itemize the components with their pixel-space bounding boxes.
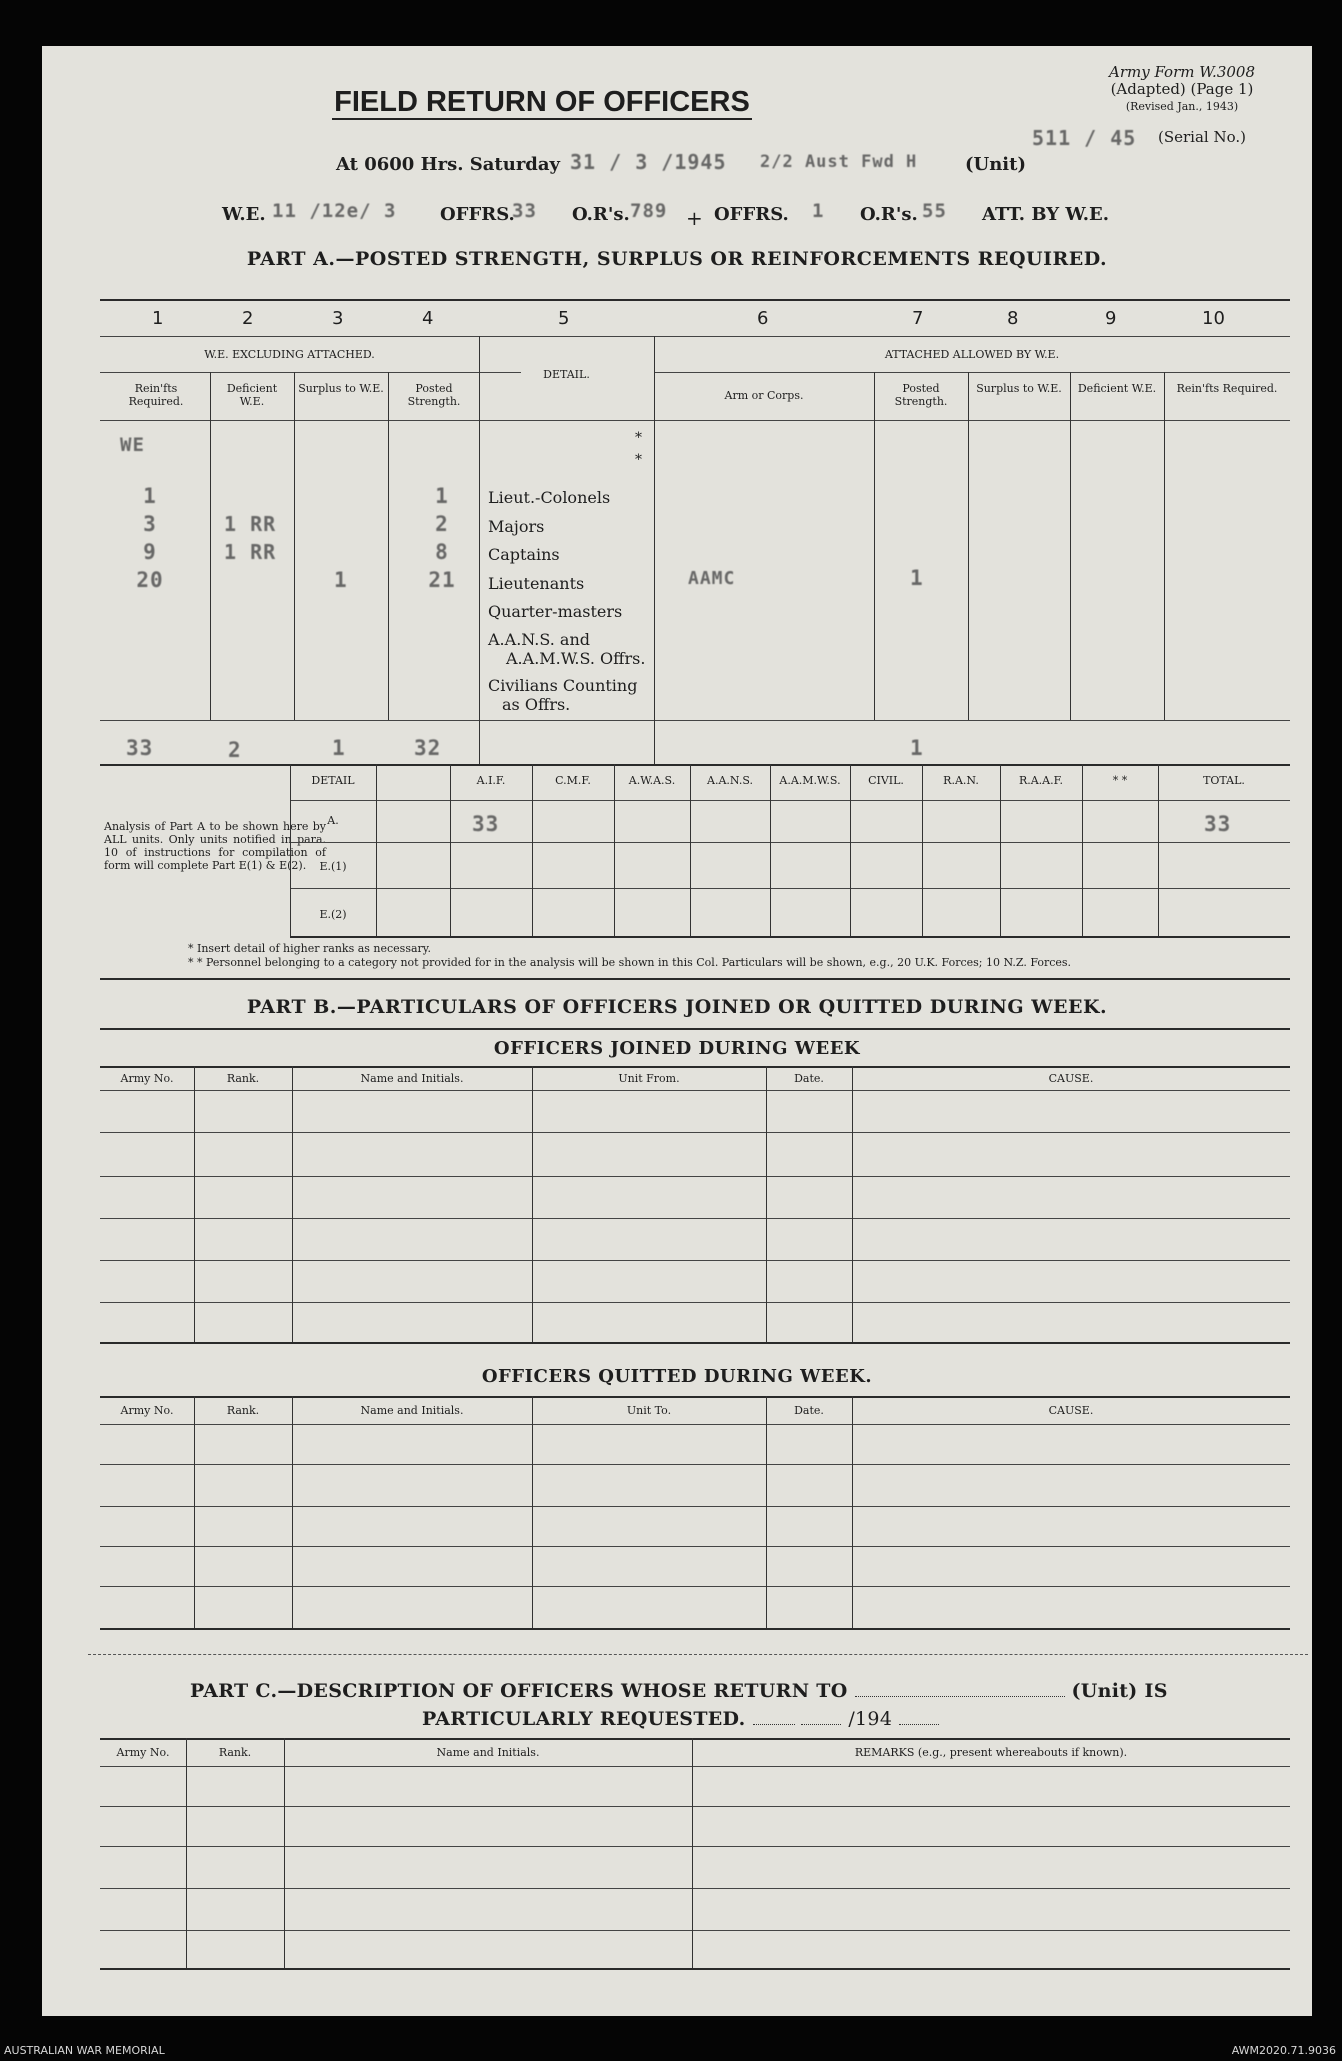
unit-label: (Unit) [965,154,1026,175]
rank-majors: Majors [488,516,545,536]
we-value: 11 /12e/ 3 [272,200,397,222]
col4-lt-col: 1 [435,484,449,508]
form-sheet [42,46,1312,2016]
offrs-label: OFFRS. [440,204,515,225]
part-c-title2: PARTICULARLY REQUESTED. [422,1708,746,1730]
we-excluding-attached-header: W.E. EXCLUDING ATTACHED. [204,348,375,361]
col1-lieutenants: 20 [136,568,164,592]
col3-lieutenants: 1 [334,568,348,592]
rank-captains: Captains [488,545,560,564]
joined-header-name: Name and Initials. [360,1072,464,1085]
header-reinforcements-required: Rein'fts Required. [128,382,184,408]
col-number-8: 8 [1007,308,1019,329]
serial-number-value: 511 / 45 [1032,126,1137,150]
header-att-surplus-to-we: Surplus to W.E. [976,382,1062,395]
serial-number-label: (Serial No.) [1158,128,1246,146]
col-number-4: 4 [422,308,434,329]
col6-arm-or-corps: AAMC [688,568,736,589]
analysis-row-a: A. [327,814,339,827]
col1-majors: 3 [143,512,157,536]
rank-civilians-line1: Civilians Counting [488,676,638,695]
col1-values [110,482,190,594]
analysis-header-aans: A.A.N.S. [707,774,753,787]
offrs-att-label: OFFRS. [714,204,789,225]
analysis-header-ran: R.A.N. [943,774,979,787]
analysis-header-total: TOTAL. [1203,774,1245,787]
col-number-9: 9 [1105,308,1117,329]
col2-captains: 1 RR [224,540,277,564]
part-c-line1 [190,1680,1168,1702]
total-col1: 33 [126,736,154,760]
joined-title: OFFICERS JOINED DURING WEEK [493,1038,861,1059]
time-line-prefix: At 0600 Hrs. Saturday [336,154,561,175]
analysis-row-e1: E.(1) [319,860,347,873]
detail-star-1: * [635,430,642,446]
quitted-header-name: Name and Initials. [360,1404,464,1417]
detail-header: DETAIL. [543,368,590,381]
header-posted-strength: Posted Strength. [407,382,461,408]
col4-lieutenants: 21 [428,568,456,592]
joined-header-army-no: Army No. [120,1072,174,1085]
analysis-header-cmf: C.M.F. [555,774,591,787]
col-number-5: 5 [558,308,570,329]
part-c-header-name: Name and Initials. [436,1746,540,1759]
part-a-title: PART A.—POSTED STRENGTH, SURPLUS OR REINFORCEMENTS REQUIRED. [246,248,1108,270]
part-c-line2 [422,1708,939,1730]
header-arm-or-corps: Arm or Corps. [724,389,804,402]
rank-nursing [488,630,645,668]
col2-values [224,510,276,566]
detail-star-2: * [635,452,642,468]
analysis-header-awas: A.W.A.S. [628,774,676,787]
part-c-header-remarks: REMARKS (e.g., present whereabouts if known). [854,1746,1128,1759]
ors-value: 789 [630,200,668,222]
col1-captains: 9 [143,540,157,564]
quitted-header-cause: CAUSE. [1048,1404,1094,1417]
joined-header-rank: Rank. [226,1072,260,1085]
footnote-star: * Insert detail of higher ranks as necessary. [188,942,432,955]
col2-majors: 1 RR [224,512,277,536]
part-c-year-blank [899,1724,939,1725]
part-c-day-blank [753,1724,795,1725]
rank-civilians-line2: as Offrs. [502,695,571,714]
ors-att-value: 55 [922,200,947,222]
col4-values [402,482,482,594]
header-att-deficient-we: Deficient W.E. [1077,382,1157,395]
joined-header-date: Date. [794,1072,824,1085]
col-number-6: 6 [757,308,769,329]
analysis-header-other: * * [1112,774,1128,787]
footer-institution: AUSTRALIAN WAR MEMORIAL [4,2044,165,2057]
analysis-aif-a-value: 33 [472,812,500,836]
rank-lieut-colonels: Lieut.-Colonels [488,488,611,507]
form-title: FIELD RETURN OF OFFICERS [334,86,750,118]
analysis-header-aamws: A.A.M.W.S. [779,774,841,787]
analysis-header-detail: DETAIL [311,774,355,787]
quitted-header-rank: Rank. [226,1404,260,1417]
typed-we-marker: WE [120,434,145,456]
part-b-title: PART B.—PARTICULARS OF OFFICERS JOINED OR QUITTED DURING WEEK. [246,996,1108,1018]
unit-value: 2/2 Aust Fwd H [760,152,918,172]
form-title-wrap [42,86,1042,119]
footer-accession: AWM2020.71.9036 [1231,2044,1336,2057]
col-number-7: 7 [912,308,924,329]
form-number: Army Form W.3008 [1109,63,1255,81]
col-number-10: 10 [1202,308,1225,329]
quitted-header-date: Date. [794,1404,824,1417]
ors-att-label: O.R's. [860,204,918,225]
part-c-year: /194 [848,1708,893,1730]
rank-lieutenants: Lieutenants [488,573,585,593]
tear-off-line [88,1654,1308,1655]
rank-list [488,484,622,627]
we-label: W.E. [222,204,266,225]
col7-posted: 1 [910,566,924,590]
header-deficient-we: Deficient W.E. [226,382,278,408]
part-c-header-army-no: Army No. [116,1746,170,1759]
analysis-note: Analysis of Part A to be shown here by ALL units. Only units notified in para. 10 of instructions for compilation of form will complete Part E(1) & E(2). [104,820,326,872]
ors-label: O.R's. [572,204,630,225]
header-att-reinforcements-required: Rein'fts Required. [1176,382,1278,395]
col4-majors: 2 [435,512,449,536]
attached-allowed-header: ATTACHED ALLOWED BY W.E. [884,348,1060,361]
form-revised: (Revised Jan., 1943) [1125,100,1239,113]
rank-civilians [488,676,637,714]
analysis-header-civil: CIVIL. [868,774,904,787]
col1-lt-col: 1 [143,484,157,508]
part-c-unit-blank [855,1696,1065,1697]
offrs-att-value: 1 [812,200,825,222]
total-col4: 32 [414,736,442,760]
col-number-3: 3 [332,308,344,329]
part-c-unit-is: (Unit) IS [1071,1680,1168,1702]
joined-header-cause: CAUSE. [1048,1072,1094,1085]
quitted-title: OFFICERS QUITTED DURING WEEK. [481,1366,873,1387]
part-c-title1: PART C.—DESCRIPTION OF OFFICERS WHOSE RETURN TO [190,1680,848,1702]
rank-quarter-masters: Quarter-masters [488,602,623,621]
analysis-header-aif: A.I.F. [476,774,506,787]
return-date-value: 31 / 3 /1945 [570,150,727,174]
header-surplus-to-we: Surplus to W.E. [298,382,384,395]
total-col2: 2 [228,738,242,762]
total-col7: 1 [910,736,924,760]
rank-aans-line1: A.A.N.S. and [488,630,590,649]
part-c-month-blank [801,1724,841,1725]
offrs-value: 33 [512,200,537,222]
quitted-header-unit-to: Unit To. [626,1404,672,1417]
col4-captains: 8 [435,540,449,564]
col-number-1: 1 [152,308,164,329]
header-att-posted-strength: Posted Strength. [894,382,948,408]
joined-header-unit-from: Unit From. [618,1072,680,1085]
att-by-we-label: ATT. BY W.E. [982,204,1110,225]
total-col3: 1 [332,736,346,760]
form-number-block [1062,64,1302,115]
analysis-total-a-value: 33 [1204,812,1232,836]
analysis-row-e2: E.(2) [319,908,347,921]
part-c-header-rank: Rank. [218,1746,252,1759]
col-number-2: 2 [242,308,254,329]
analysis-header-raaf: R.A.A.F. [1018,774,1064,787]
footnote-double-star: * * Personnel belonging to a category not provided for in the analysis will be shown in this Col. Particulars will be shown, e.g., 20 U.K. Forces; 10 N.Z. Forces. [188,956,1072,969]
rank-aans-line2: A.A.M.W.S. Offrs. [506,649,646,668]
quitted-header-army-no: Army No. [120,1404,174,1417]
plus-sign: + [686,206,703,230]
form-adapted: (Adapted) (Page 1) [1110,80,1254,98]
